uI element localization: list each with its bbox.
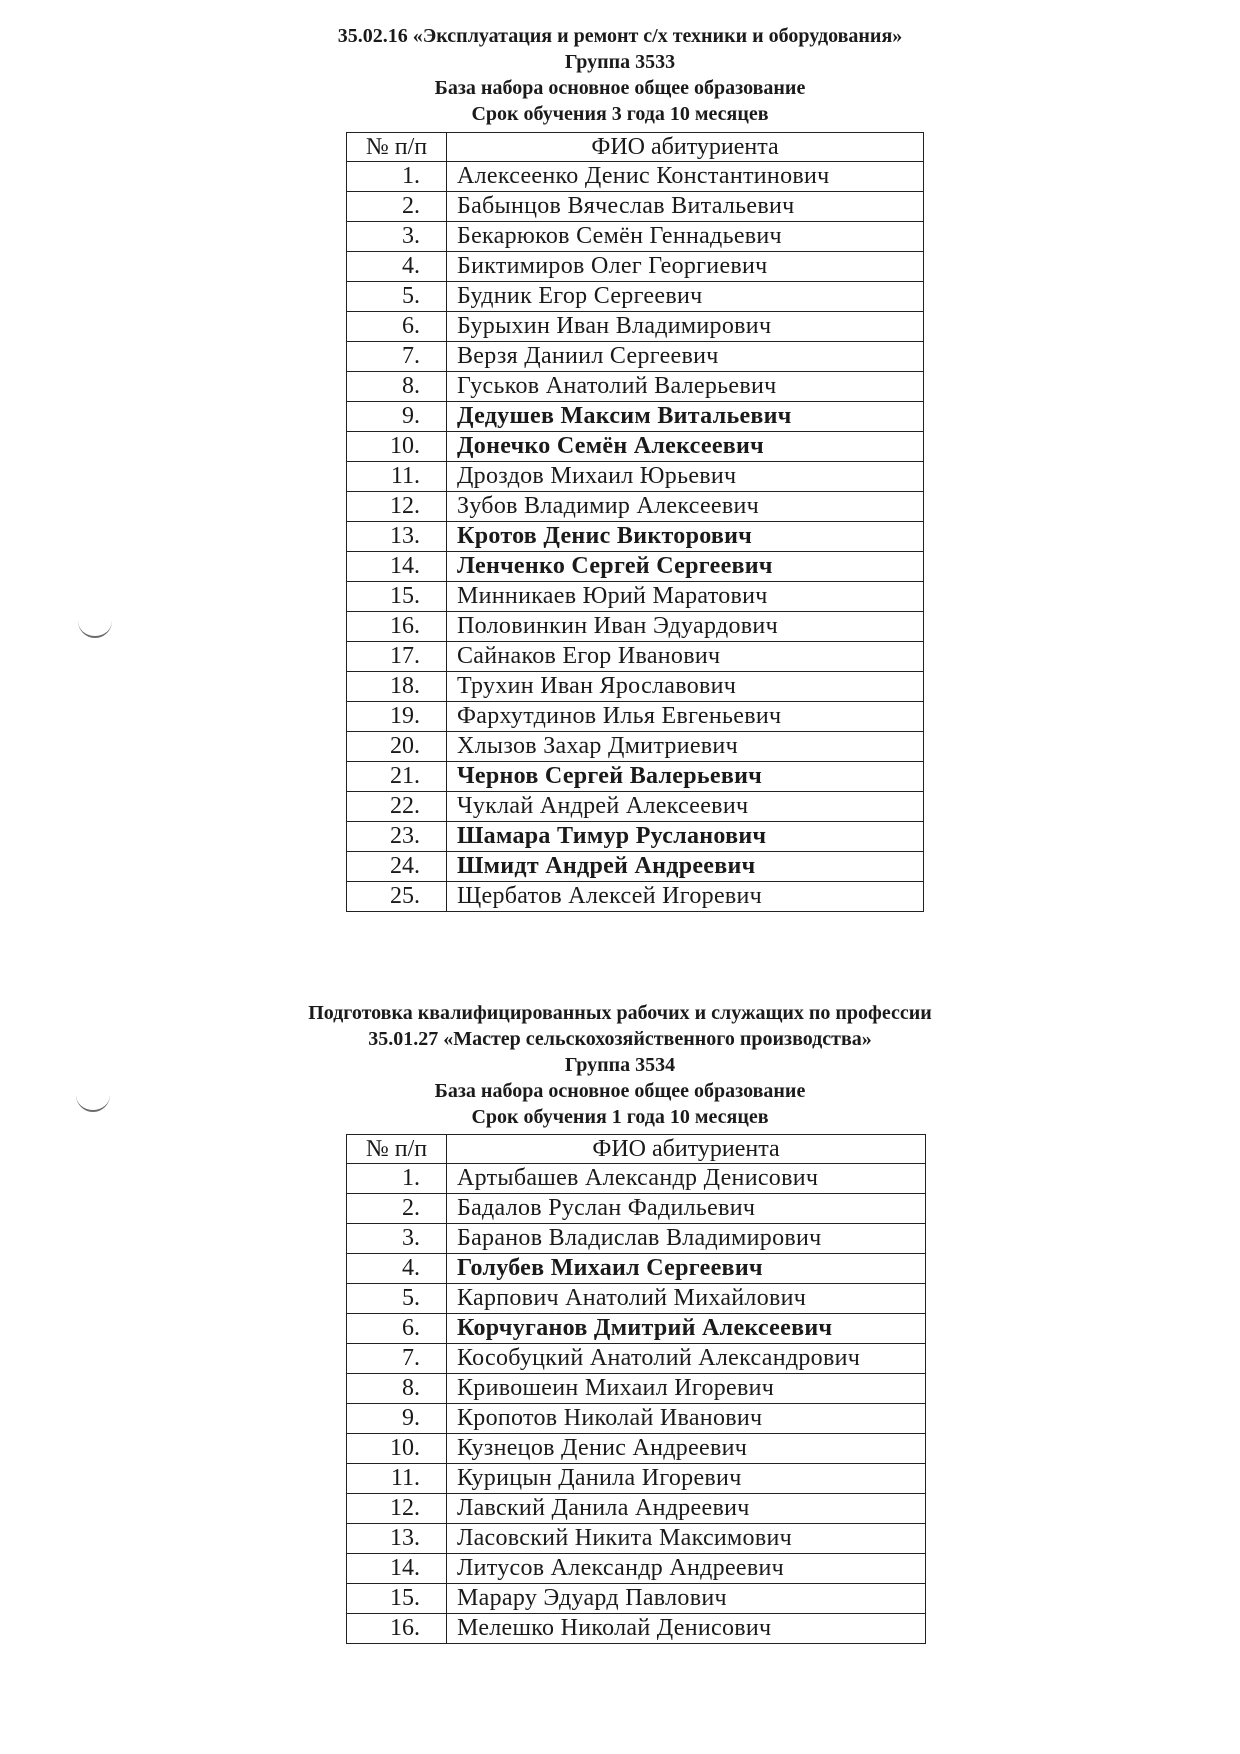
table-row [347, 342, 924, 372]
section2-applicants-table [346, 1134, 926, 1644]
section1-specialty-title: 35.02.16 «Эксплуатация и ремонт с/х техники и оборудования» [337, 25, 903, 47]
row-number: 3. [347, 222, 447, 252]
row-number: 10. [347, 1434, 447, 1464]
row-number: 9. [347, 1404, 447, 1434]
row-number: 12. [347, 492, 447, 522]
table-row [347, 462, 924, 492]
row-number: 18. [347, 672, 447, 702]
table-row [347, 432, 924, 462]
section2-table-body [347, 1164, 926, 1644]
row-number: 6. [347, 1314, 447, 1344]
row-number: 15. [347, 582, 447, 612]
table-row [347, 1284, 926, 1314]
applicant-name: Литусов Александр Андреевич [447, 1554, 926, 1584]
applicant-name: Алексеенко Денис Константинович [447, 162, 924, 192]
row-number: 15. [347, 1584, 447, 1614]
section1-table-body [347, 162, 924, 912]
table-row [347, 162, 924, 192]
applicant-name: Лавский Данила Андреевич [447, 1494, 926, 1524]
table-row [347, 642, 924, 672]
table-row [347, 732, 924, 762]
applicant-name: Марару Эдуард Павлович [447, 1584, 926, 1614]
row-number: 14. [347, 552, 447, 582]
row-number: 2. [347, 1194, 447, 1224]
row-number: 6. [347, 312, 447, 342]
table-row [347, 1494, 926, 1524]
applicant-name: Кузнецов Денис Андреевич [447, 1434, 926, 1464]
table-header-row [347, 1135, 926, 1164]
applicant-name: Карпович Анатолий Михайлович [447, 1284, 926, 1314]
row-number: 12. [347, 1494, 447, 1524]
table-header-row [347, 133, 924, 162]
applicant-name: Ласовский Никита Максимович [447, 1524, 926, 1554]
table-row [347, 1524, 926, 1554]
row-number: 13. [347, 522, 447, 552]
row-number: 8. [347, 1374, 447, 1404]
row-number: 1. [347, 1164, 447, 1194]
table-row [347, 372, 924, 402]
table-row [347, 522, 924, 552]
applicant-name: Баранов Владислав Владимирович [447, 1224, 926, 1254]
table-row [347, 612, 924, 642]
row-number: 5. [347, 282, 447, 312]
applicant-name: Бекарюков Семён Геннадьевич [447, 222, 924, 252]
table-row [347, 552, 924, 582]
section1-study-duration: Срок обучения 3 года 10 месяцев [471, 103, 769, 125]
row-number: 2. [347, 192, 447, 222]
table-row [347, 492, 924, 522]
table-row [347, 1224, 926, 1254]
table-row [347, 192, 924, 222]
column-header-number: № п/п [347, 133, 447, 162]
row-number: 16. [347, 612, 447, 642]
applicant-name: Кособуцкий Анатолий Александрович [447, 1344, 926, 1374]
row-number: 13. [347, 1524, 447, 1554]
table-row [347, 312, 924, 342]
table-row [347, 1164, 926, 1194]
section1-group-number: Группа 3533 [564, 51, 676, 73]
row-number: 21. [347, 762, 447, 792]
applicant-name: Донечко Семён Алексеевич [447, 432, 924, 462]
row-number: 24. [347, 852, 447, 882]
table-row [347, 1404, 926, 1434]
row-number: 11. [347, 1464, 447, 1494]
applicant-name: Гуськов Анатолий Валерьевич [447, 372, 924, 402]
applicant-name: Будник Егор Сергеевич [447, 282, 924, 312]
applicant-name: Корчуганов Дмитрий Алексеевич [447, 1314, 926, 1344]
table-row [347, 1464, 926, 1494]
table-row [347, 402, 924, 432]
table-row [347, 1314, 926, 1344]
section1-applicants-table [346, 132, 924, 912]
section2-admission-basis: База набора основное общее образование [434, 1080, 806, 1102]
table-row [347, 792, 924, 822]
row-number: 10. [347, 432, 447, 462]
table-row [347, 252, 924, 282]
applicant-name: Минникаев Юрий Маратович [447, 582, 924, 612]
row-number: 11. [347, 462, 447, 492]
column-header-number: № п/п [347, 1135, 447, 1164]
row-number: 8. [347, 372, 447, 402]
applicant-name: Бабынцов Вячеслав Витальевич [447, 192, 924, 222]
applicant-name: Ленченко Сергей Сергеевич [447, 552, 924, 582]
column-header-name: ФИО абитуриента [447, 133, 924, 162]
applicant-name: Биктимиров Олег Георгиевич [447, 252, 924, 282]
section2-study-duration: Срок обучения 1 года 10 месяцев [471, 1106, 769, 1128]
row-number: 17. [347, 642, 447, 672]
table-row [347, 822, 924, 852]
row-number: 20. [347, 732, 447, 762]
section2-group-number: Группа 3534 [564, 1054, 676, 1076]
applicant-name: Сайнаков Егор Иванович [447, 642, 924, 672]
applicant-name: Бадалов Руслан Фадильевич [447, 1194, 926, 1224]
table-row [347, 1344, 926, 1374]
applicant-name: Хлызов Захар Дмитриевич [447, 732, 924, 762]
row-number: 7. [347, 1344, 447, 1374]
applicant-name: Зубов Владимир Алексеевич [447, 492, 924, 522]
table-row [347, 1584, 926, 1614]
column-header-name: ФИО абитуриента [447, 1135, 926, 1164]
row-number: 23. [347, 822, 447, 852]
row-number: 4. [347, 1254, 447, 1284]
applicant-name: Шмидт Андрей Андреевич [447, 852, 924, 882]
applicant-name: Кротов Денис Викторович [447, 522, 924, 552]
applicant-name: Шамара Тимур Русланович [447, 822, 924, 852]
table-row [347, 582, 924, 612]
applicant-name: Верзя Даниил Сергеевич [447, 342, 924, 372]
applicant-name: Чернов Сергей Валерьевич [447, 762, 924, 792]
row-number: 22. [347, 792, 447, 822]
table-row [347, 762, 924, 792]
applicant-name: Дроздов Михаил Юрьевич [447, 462, 924, 492]
section2-specialty-title: 35.01.27 «Мастер сельскохозяйственного производства» [368, 1028, 872, 1050]
applicant-name: Бурыхин Иван Владимирович [447, 312, 924, 342]
applicant-name: Трухин Иван Ярославович [447, 672, 924, 702]
applicant-name: Артыбашев Александр Денисович [447, 1164, 926, 1194]
table-row [347, 1614, 926, 1644]
table-row [347, 1554, 926, 1584]
table-row [347, 1194, 926, 1224]
applicant-name: Мелешко Николай Денисович [447, 1614, 926, 1644]
table-row [347, 282, 924, 312]
row-number: 14. [347, 1554, 447, 1584]
table-row [347, 702, 924, 732]
row-number: 4. [347, 252, 447, 282]
row-number: 16. [347, 1614, 447, 1644]
row-number: 5. [347, 1284, 447, 1314]
section1-heading [0, 23, 1240, 127]
table-row [347, 1254, 926, 1284]
applicant-name: Дедушев Максим Витальевич [447, 402, 924, 432]
table-row [347, 222, 924, 252]
section2-program-title: Подготовка квалифицированных рабочих и служащих по профессии [308, 1002, 932, 1024]
section1-admission-basis: База набора основное общее образование [434, 77, 806, 99]
table-row [347, 1434, 926, 1464]
row-number: 19. [347, 702, 447, 732]
table-row [347, 882, 924, 912]
row-number: 3. [347, 1224, 447, 1254]
table-row [347, 1374, 926, 1404]
row-number: 9. [347, 402, 447, 432]
table-row [347, 672, 924, 702]
punch-hole-mark-top [78, 618, 112, 638]
table-row [347, 852, 924, 882]
applicant-name: Кропотов Николай Иванович [447, 1404, 926, 1434]
applicant-name: Чуклай Андрей Алексеевич [447, 792, 924, 822]
applicant-name: Фархутдинов Илья Евгеньевич [447, 702, 924, 732]
applicant-name: Кривошеин Михаил Игоревич [447, 1374, 926, 1404]
applicant-name: Щербатов Алексей Игоревич [447, 882, 924, 912]
row-number: 1. [347, 162, 447, 192]
row-number: 25. [347, 882, 447, 912]
applicant-name: Голубев Михаил Сергеевич [447, 1254, 926, 1284]
applicant-name: Половинкин Иван Эдуардович [447, 612, 924, 642]
applicant-name: Курицын Данила Игоревич [447, 1464, 926, 1494]
row-number: 7. [347, 342, 447, 372]
section2-heading [0, 1000, 1240, 1130]
